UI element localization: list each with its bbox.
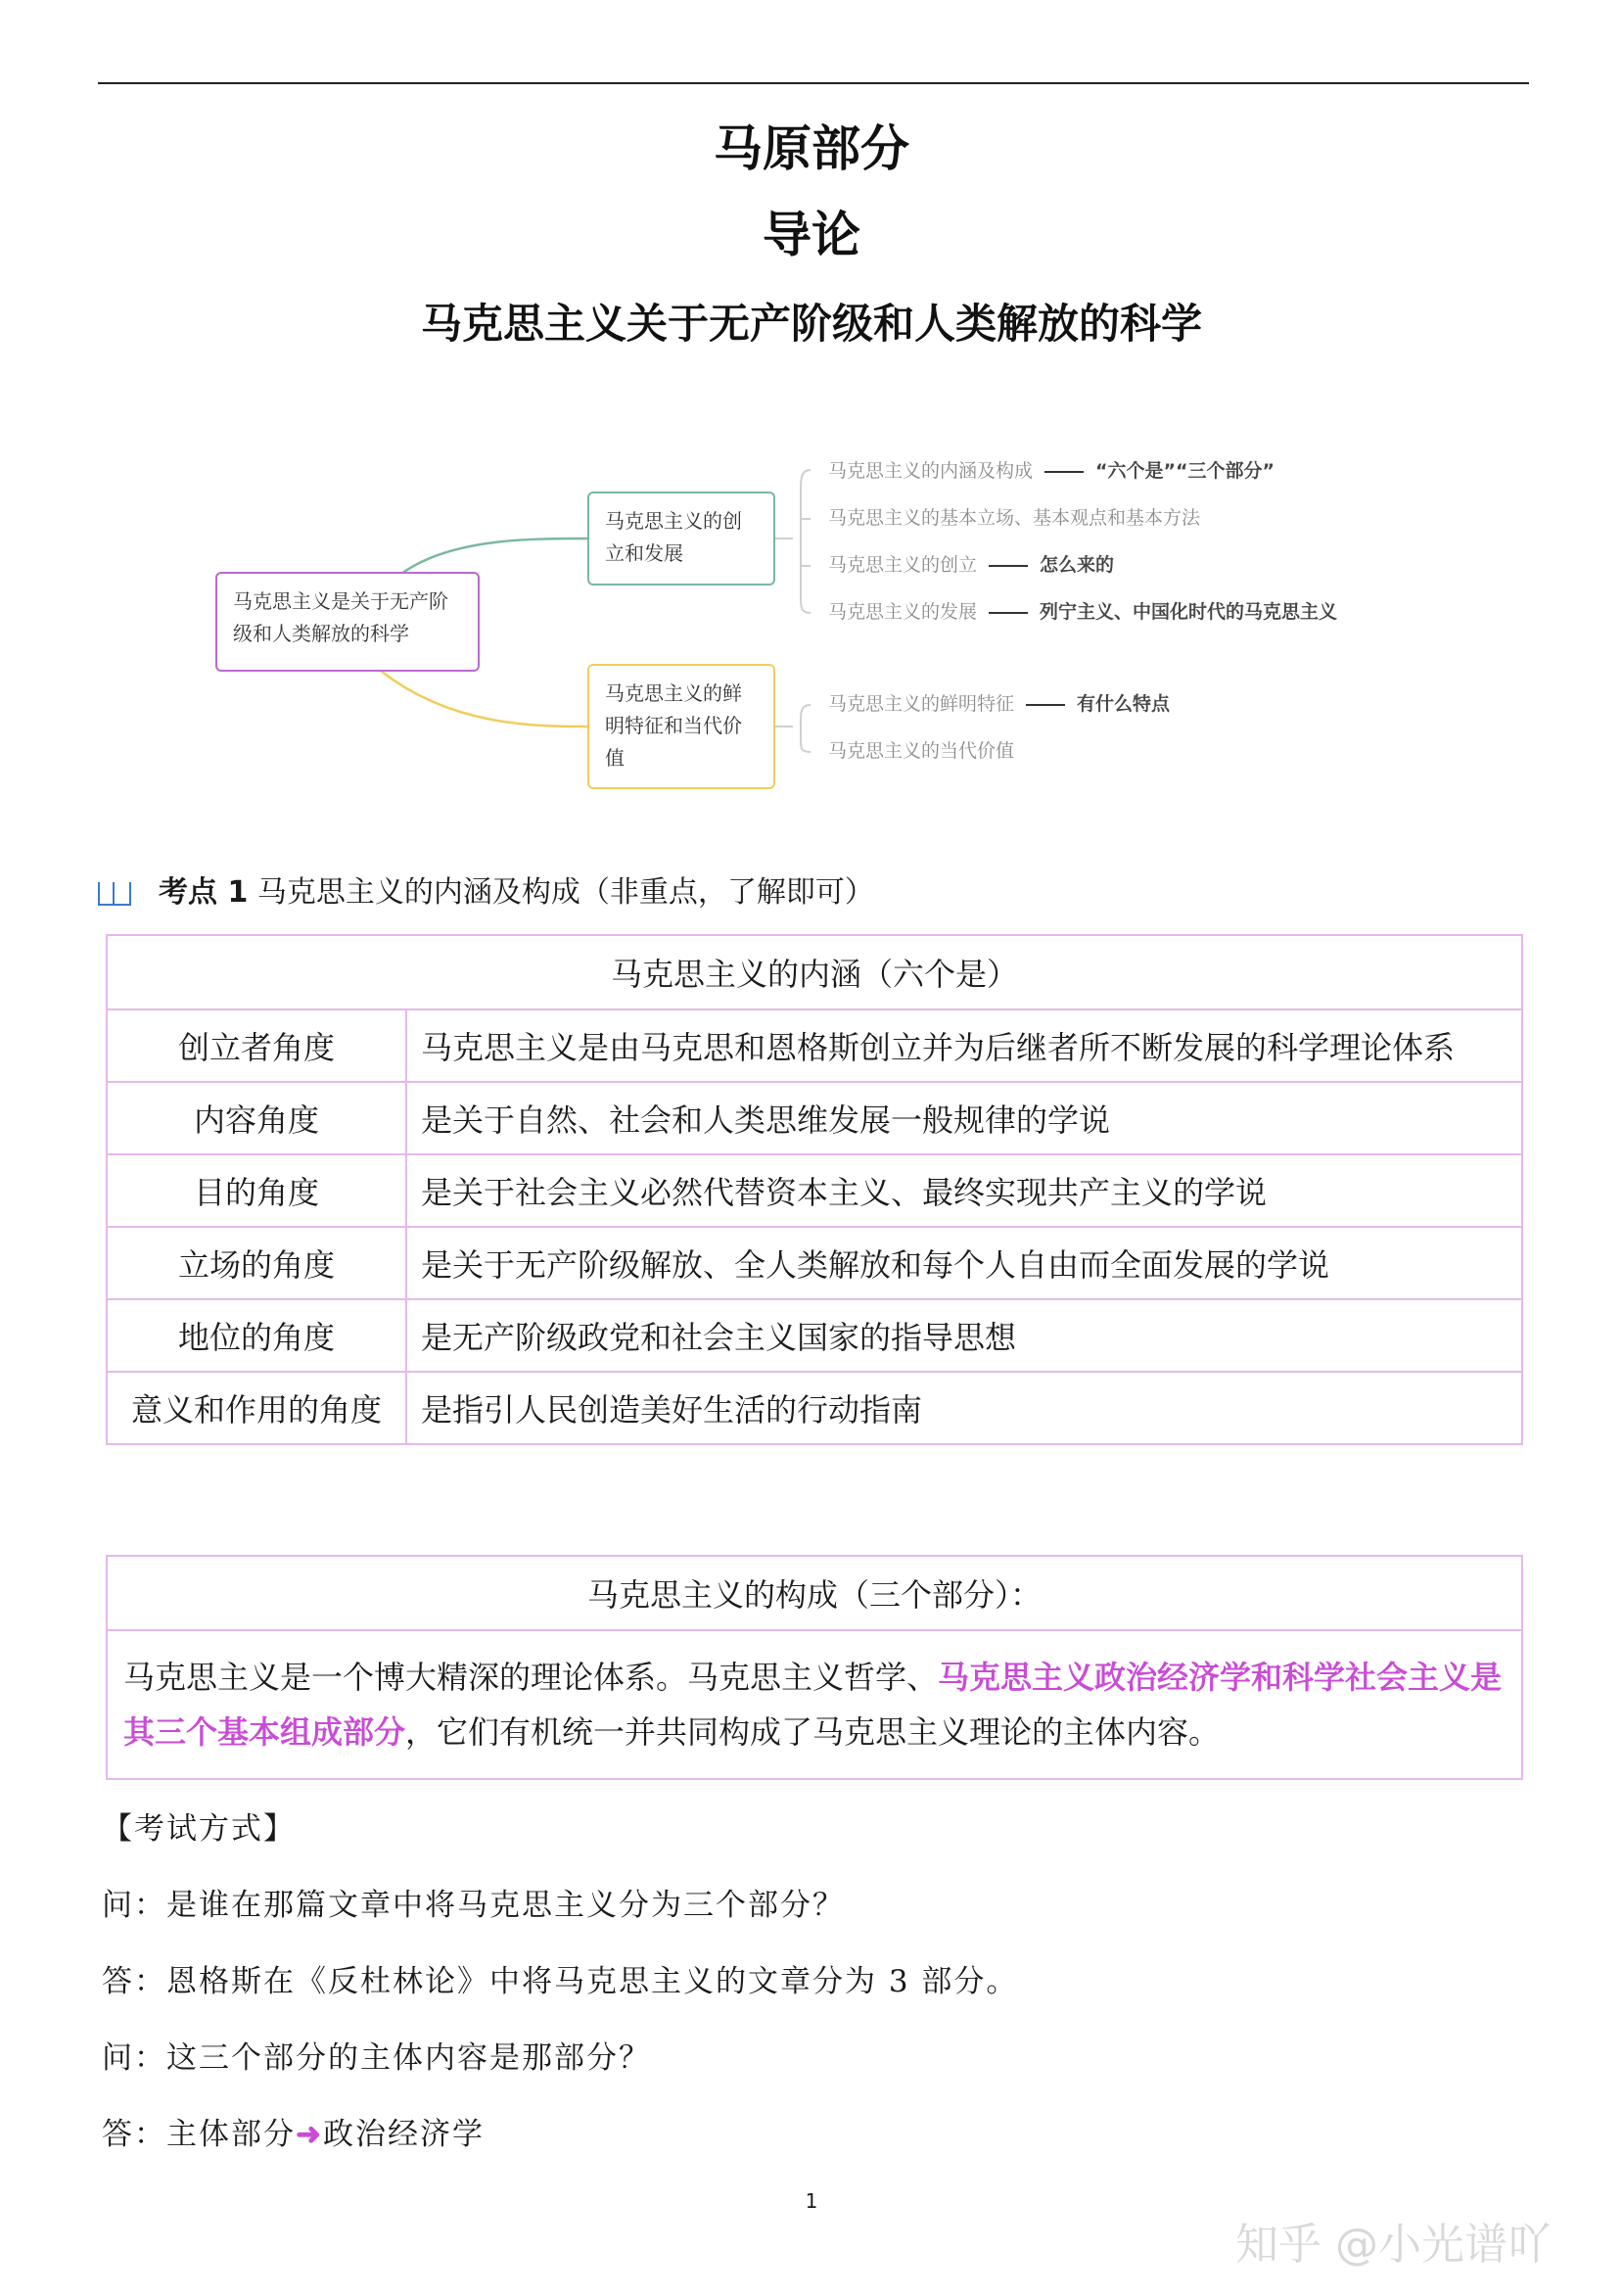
- table-header: 马克思主义的内涵（六个是）: [107, 935, 1522, 1009]
- book-icon: [98, 882, 131, 906]
- table-row: [107, 1299, 1522, 1372]
- table-row: [107, 1227, 1522, 1299]
- highlight-text: 马克思主义政治经济学和科学社会主义是其三个基本组成部分: [123, 1659, 1503, 1751]
- table-cell-angle: 地位的角度: [107, 1299, 406, 1372]
- mind-map: [0, 431, 1623, 822]
- section-heading: [98, 867, 874, 911]
- table-row: [107, 1154, 1522, 1227]
- table-cell-angle: 内容角度: [107, 1082, 406, 1154]
- answer-2: 答：主体部分➜政治经济学: [102, 2117, 485, 2152]
- mind-map-leaf: 马克思主义的基本立场、基本观点和基本方法: [828, 507, 1201, 529]
- table-cell-content: 是关于自然、社会和人类思维发展一般规律的学说: [406, 1082, 1522, 1154]
- table-row: [107, 1372, 1522, 1444]
- table-cell-content: 马克思主义是由马克思和恩格斯创立并为后继者所不断发展的科学理论体系: [406, 1009, 1522, 1082]
- table-cell-angle: 立场的角度: [107, 1227, 406, 1299]
- table-cell-content: 是关于社会主义必然代替资本主义、最终实现共产主义的学说: [406, 1154, 1522, 1227]
- section-note: （非重点，了解即可）: [580, 875, 874, 910]
- mind-map-branch-features: 马克思主义的鲜明特征和当代价值: [587, 664, 775, 789]
- question-1: 问：是谁在那篇文章中将马克思主义分为三个部分？: [102, 1888, 845, 1923]
- table-row: [107, 1082, 1522, 1154]
- section-prefix: 考点 1: [159, 875, 249, 910]
- mind-map-leaf: 马克思主义的发展 列宁主义、中国化时代的马克思主义: [828, 601, 1338, 623]
- mind-map-root-node: 马克思主义是关于无产阶级和人类解放的科学: [215, 572, 480, 672]
- mind-map-leaf: 马克思主义的鲜明特征 有什么特点: [828, 693, 1171, 715]
- answer-1: 答：恩格斯在《反杜林论》中将马克思主义的文章分为 3 部分。: [102, 1964, 1019, 1999]
- question-2: 问：这三个部分的主体内容是那部分？: [102, 2040, 651, 2076]
- section-title: 马克思主义的内涵及构成: [256, 875, 580, 910]
- mind-map-leaf: 马克思主义的当代价值: [828, 740, 1015, 762]
- table-cell-content: 是无产阶级政党和社会主义国家的指导思想: [406, 1299, 1522, 1372]
- mind-map-branch-creation: 马克思主义的创立和发展: [587, 492, 775, 586]
- top-rule: [98, 82, 1529, 84]
- chapter-title: 马克思主义关于无产阶级和人类解放的科学: [420, 300, 1202, 348]
- watermark: 知乎 @小光谱吖: [1235, 2220, 1551, 2270]
- page-number: 1: [805, 2189, 818, 2213]
- arrow-right-icon: ➜: [296, 2117, 323, 2152]
- table-cell-angle: 创立者角度: [107, 1009, 406, 1082]
- page-title: 马原部分: [714, 120, 909, 177]
- mind-map-leaf: 马克思主义的创立 怎么来的: [828, 554, 1115, 576]
- table-row: [107, 1009, 1522, 1082]
- mind-map-leaf: 马克思主义的内涵及构成 “六个是”“三个部分”: [828, 460, 1275, 482]
- exam-heading: 【考试方式】: [102, 1811, 296, 1847]
- table-header: 马克思主义的构成（三个部分）：: [107, 1556, 1522, 1630]
- table-cell-content: 是指引人民创造美好生活的行动指南: [406, 1372, 1522, 1444]
- table-cell-angle: 意义和作用的角度: [107, 1372, 406, 1444]
- composition-text: 马克思主义是一个博大精深的理论体系。马克思主义哲学、马克思主义政治经济学和科学社会主义是其三个基本组成部分，它们有机统一并共同构成了马克思主义理论的主体内容。: [107, 1630, 1522, 1779]
- table-cell-content: 是关于无产阶级解放、全人类解放和每个人自由而全面发展的学说: [406, 1227, 1522, 1299]
- composition-table: [106, 1555, 1523, 1780]
- table-cell-angle: 目的角度: [107, 1154, 406, 1227]
- page-subtitle: 导论: [763, 207, 860, 263]
- connotation-table: [106, 934, 1523, 1445]
